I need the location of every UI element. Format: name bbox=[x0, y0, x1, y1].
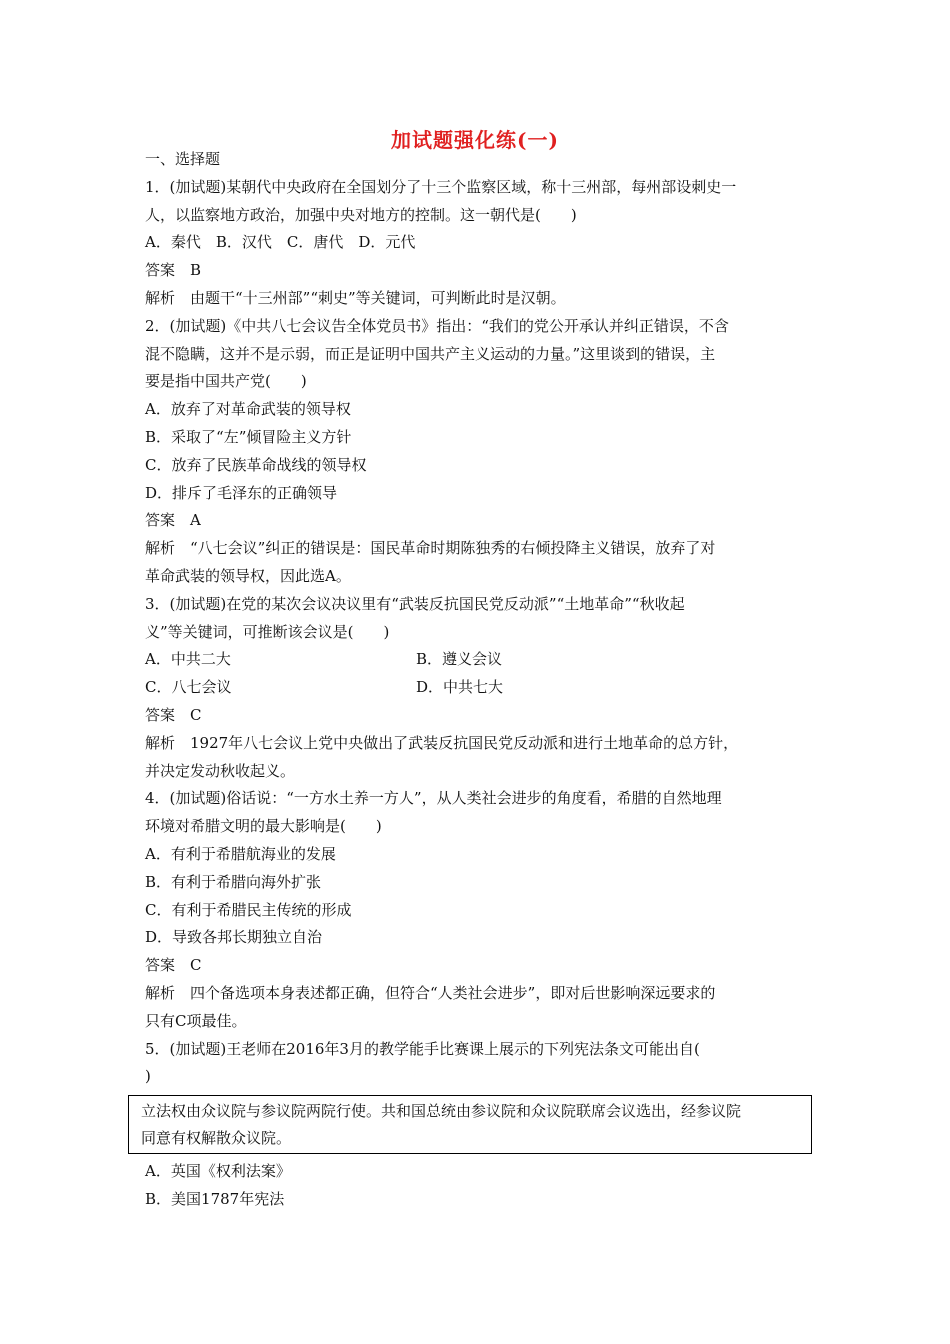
option-a: A．放弃了对革命武装的领导权 bbox=[145, 400, 351, 419]
option-b: B．有利于希腊向海外扩张 bbox=[145, 872, 322, 891]
option-c: C．放弃了民族革命战线的领导权 bbox=[145, 455, 367, 474]
option-c: C．八七会议 bbox=[145, 678, 232, 697]
question-stem: 环境对希腊文明的最大影响是( ) bbox=[145, 817, 382, 836]
answer: 答案 A bbox=[145, 511, 201, 530]
question-stem: 要是指中国共产党( ) bbox=[145, 372, 307, 391]
page-title: 加试题强化练(一) bbox=[391, 128, 559, 152]
option-b: B．遵义会议 bbox=[416, 650, 503, 669]
quoted-text: 同意有权解散众议院。 bbox=[141, 1128, 292, 1147]
quoted-text-box bbox=[128, 1095, 812, 1154]
question-stem: 5．(加试题)王老师在2016年3月的教学能手比赛课上展示的下列宪法条文可能出自( bbox=[145, 1039, 700, 1058]
question-1 bbox=[145, 174, 815, 313]
answer: 答案 C bbox=[145, 705, 202, 724]
analysis: 解析 由题干“十三州部”“刺史”等关键词，可判断此时是汉朝。 bbox=[145, 288, 566, 307]
question-stem: 4．(加试题)俗话说：“一方水土养一方人”，从人类社会进步的角度看，希腊的自然地理 bbox=[145, 789, 722, 808]
question-stem: 义”等关键词，可推断该会议是( ) bbox=[145, 622, 390, 641]
analysis: 解析 “八七会议”纠正的错误是：国民革命时期陈独秀的右倾投降主义错误，放弃了对 bbox=[145, 539, 716, 558]
quoted-text: 立法权由众议院与参议院两院行使。共和国总统由参议院和众议院联席会议选出，经参议院 bbox=[141, 1102, 742, 1121]
analysis: 并决定发动秋收起义。 bbox=[145, 761, 296, 780]
question-stem: 混不隐瞒，这并不是示弱，而正是证明中国共产主义运动的力量。”这里谈到的错误，主 bbox=[145, 344, 716, 363]
option-b: B．采取了“左”倾冒险主义方针 bbox=[145, 427, 352, 446]
question-3 bbox=[145, 591, 815, 786]
option-d: D．中共七大 bbox=[416, 678, 504, 697]
question-stem: ) bbox=[145, 1067, 151, 1086]
question-stem: 人，以监察地方政治，加强中央对地方的控制。这一朝代是( ) bbox=[145, 205, 577, 224]
analysis: 革命武装的领导权，因此选A。 bbox=[145, 566, 351, 585]
option-d: D．导致各邦长期独立自治 bbox=[145, 928, 323, 947]
question-2 bbox=[145, 313, 815, 591]
question-4 bbox=[145, 785, 815, 1035]
analysis: 解析 四个备选项本身表述都正确，但符合“人类社会进步”，即对后世影响深远要求的 bbox=[145, 983, 716, 1002]
answer: 答案 B bbox=[145, 261, 202, 280]
option-b: B．美国1787年宪法 bbox=[145, 1189, 285, 1208]
question-stem: 1．(加试题)某朝代中央政府在全国划分了十三个监察区域，称十三州部，每州部设刺史一 bbox=[145, 177, 737, 196]
document-body bbox=[141, 146, 815, 1214]
question-stem: 3．(加试题)在党的某次会议决议里有“武装反抗国民党反动派”“土地革命”“秋收起 bbox=[145, 594, 685, 613]
option-a: A．有利于希腊航海业的发展 bbox=[145, 844, 336, 863]
option-a: A．英国《权利法案》 bbox=[145, 1162, 291, 1181]
option-a: A．中共二大 bbox=[145, 650, 231, 669]
question-5 bbox=[141, 1036, 815, 1214]
section-heading: 一、选择题 bbox=[145, 150, 221, 168]
analysis: 解析 1927年八七会议上党中央做出了武装反抗国民党反动派和进行土地革命的总方针， bbox=[145, 733, 739, 752]
analysis: 只有C项最佳。 bbox=[145, 1011, 247, 1030]
option-row bbox=[145, 674, 815, 702]
question-options: A．秦代 B．汉代 C．唐代 D．元代 bbox=[145, 233, 416, 252]
option-d: D．排斥了毛泽东的正确领导 bbox=[145, 483, 338, 502]
option-c: C．有利于希腊民主传统的形成 bbox=[145, 900, 352, 919]
answer: 答案 C bbox=[145, 956, 202, 975]
option-row bbox=[145, 646, 815, 674]
question-stem: 2．(加试题)《中共八七会议告全体党员书》指出：“我们的党公开承认并纠正错误，不含 bbox=[145, 316, 729, 335]
